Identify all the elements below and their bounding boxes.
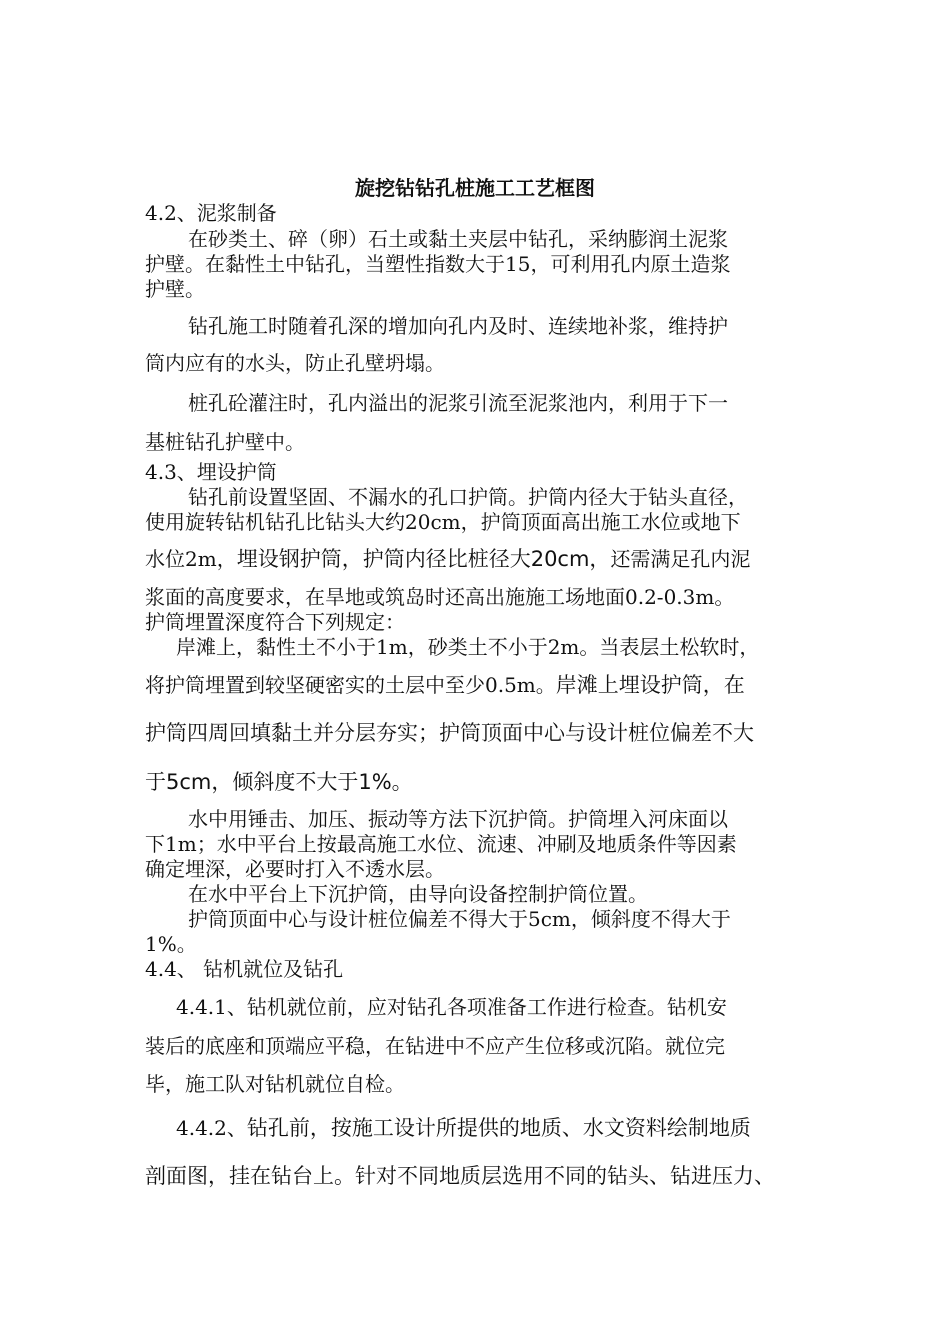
paragraph-line: 在水中平台上下沉护筒，由导向设备控制护筒位置。 <box>188 882 648 906</box>
paragraph-line: 下1m；水中平台上按最高施工水位、流速、冲刷及地质条件等因素 <box>145 832 737 856</box>
paragraph-line: 1%。 <box>145 932 197 956</box>
paragraph-line: 使用旋转钻机钻孔比钻头大约20cm，护筒顶面高出施工水位或地下 <box>145 510 741 534</box>
page-title: 旋挖钻钻孔桩施工工艺框图 <box>355 176 595 200</box>
paragraph-line: 基桩钻孔护壁中。 <box>145 430 305 454</box>
paragraph-line: 水中用锤击、加压、振动等方法下沉护筒。护筒埋入河床面以 <box>188 807 728 831</box>
paragraph-line: 浆面的高度要求，在旱地或筑岛时还高出施施工场地面0.2-0.3m。 <box>145 585 735 609</box>
paragraph-line <box>145 672 745 698</box>
paragraph-line: 钻孔施工时随着孔深的增加向孔内及时、连续地补浆，维持护 <box>188 314 728 338</box>
section-heading-4-2: 4.2、泥浆制备 <box>145 201 277 225</box>
section-heading-4-4: 4.4、 钻机就位及钻孔 <box>145 957 344 981</box>
paragraph-line-emphasis: 剖面图，挂在钻台上。针对不同地质层选用不同的钻头、钻进压力、 <box>145 1164 775 1188</box>
paragraph-line: 装后的底座和顶端应平稳，在钻进中不应产生位移或沉陷。就位完 <box>145 1034 725 1058</box>
paragraph-line-emphasis: 于5cm，倾斜度不大于1%。 <box>145 770 413 794</box>
paragraph-line: 4.4.1、钻机就位前，应对钻孔各项准备工作进行检查。钻机安 <box>176 995 727 1019</box>
paragraph-line <box>176 1115 751 1141</box>
paragraph-line: 钻孔前设置坚固、不漏水的孔口护筒。护筒内径大于钻头直径， <box>188 485 748 509</box>
text-run: 还需满足孔内泥 <box>610 547 751 571</box>
text-run-emphasis: 埋设钢护筒，护筒内径比桩径大20cm， <box>236 547 611 571</box>
text-run-emphasis: 岸滩上埋设护筒，在 <box>555 673 745 697</box>
paragraph-line: 护筒顶面中心与设计桩位偏差不得大于5cm，倾斜度不得大于 <box>188 907 731 931</box>
text-run-emphasis: 钻孔前，按施工设计所提供的地质、水文资料绘制地质 <box>246 1116 751 1140</box>
paragraph-line: 确定埋深，必要时打入不透水层。 <box>145 857 445 881</box>
paragraph-line: 护壁。 <box>145 277 205 301</box>
paragraph-line: 护筒埋置深度符合下列规定： <box>145 610 405 634</box>
paragraph-line <box>145 546 750 572</box>
paragraph-line: 桩孔砼灌注时，孔内溢出的泥浆引流至泥浆池内，利用于下一 <box>188 391 728 415</box>
paragraph-line: 岸滩上，黏性土不小于1m，砂类土不小于2m。当表层土松软时， <box>176 635 760 659</box>
text-run: 将护筒埋置到较坚硬密实的土层中至少0.5m。 <box>145 673 556 697</box>
text-run: 4.4.2、 <box>176 1116 247 1140</box>
paragraph-line: 毕，施工队对钻机就位自检。 <box>145 1072 405 1096</box>
paragraph-line: 筒内应有的水头，防止孔壁坍塌。 <box>145 351 445 375</box>
paragraph-line-emphasis: 护筒四周回填黏土并分层夯实；护筒顶面中心与设计桩位偏差不大 <box>145 721 754 745</box>
paragraph-line: 护壁。在黏性土中钻孔，当塑性指数大于15，可利用孔内原土造浆 <box>145 252 731 276</box>
paragraph-line: 在砂类土、碎（卵）石土或黏土夹层中钻孔，采纳膨润土泥浆 <box>188 227 728 251</box>
text-run: 水位2m， <box>145 547 237 571</box>
section-heading-4-3: 4.3、埋设护筒 <box>145 460 277 484</box>
